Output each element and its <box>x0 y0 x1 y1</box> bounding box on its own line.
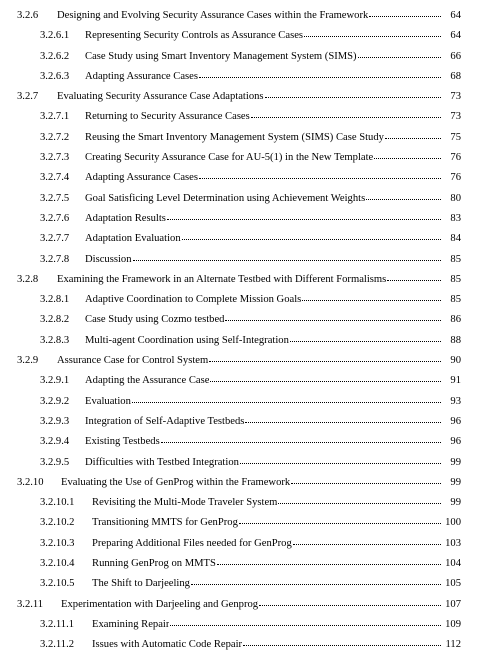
toc-entry-number: 3.2.6.1 <box>40 30 70 42</box>
toc-entry-title: Case Study using Cozmo testbed <box>85 314 225 326</box>
toc-entry-page: 105 <box>445 578 461 590</box>
toc-entry-number: 3.2.11.1 <box>40 618 75 630</box>
toc-entry[interactable] <box>0 168 489 188</box>
toc-entry-title: Designing and Evolving Security Assurance Cases within the Framework <box>57 10 369 21</box>
toc-entry-number: 3.2.7.5 <box>40 192 70 204</box>
toc-entry-title: Adaptive Coordination to Complete Mission Goals <box>85 294 302 306</box>
dot-leader <box>366 191 441 201</box>
toc-entry[interactable] <box>0 229 489 249</box>
dot-leader <box>369 8 441 18</box>
toc-entry-number: 3.2.7.8 <box>40 253 70 265</box>
toc-entry[interactable] <box>0 67 489 87</box>
toc-entry[interactable] <box>0 412 489 432</box>
toc-entry-number: 3.2.8.2 <box>40 314 70 326</box>
toc-entry-title: Adapting Assurance Cases <box>85 70 198 82</box>
toc-entry[interactable] <box>0 473 489 493</box>
toc-entry-number: 3.2.10.5 <box>40 578 75 590</box>
toc-entry-page: 85 <box>450 253 461 265</box>
dot-leader <box>302 292 441 302</box>
toc-entry-page: 66 <box>450 50 461 62</box>
toc-entry-number: 3.2.8.3 <box>40 334 70 346</box>
toc-entry[interactable] <box>0 87 489 107</box>
dot-leader <box>251 109 441 119</box>
dot-leader <box>132 394 441 404</box>
toc-entry-title: Transitioning MMTS for GenProg <box>92 517 238 529</box>
toc-entry[interactable] <box>0 128 489 148</box>
toc-entry-number: 3.2.10.3 <box>40 537 75 549</box>
dot-leader <box>358 49 441 59</box>
toc-entry-page: 76 <box>450 172 461 184</box>
toc-entry-number: 3.2.10 <box>17 476 44 488</box>
toc-entry-number: 3.2.11.2 <box>40 639 75 651</box>
toc-entry-page: 90 <box>450 355 461 367</box>
dot-leader <box>374 150 441 160</box>
dot-leader <box>217 556 441 566</box>
toc-entry-page: 68 <box>450 70 461 82</box>
toc-entry-number: 3.2.9 <box>17 355 39 367</box>
toc-entry-number: 3.2.10.1 <box>40 497 75 509</box>
toc-entry-number: 3.2.7 <box>17 91 39 103</box>
toc-entry-page: 103 <box>445 537 461 549</box>
toc-entry-title: Examining the Framework in an Alternate Testbed with Different Formalisms <box>57 273 387 285</box>
toc-entry-title: Issues with Automatic Code Repair <box>92 639 243 651</box>
dot-leader <box>265 89 441 99</box>
toc-entry[interactable] <box>0 513 489 533</box>
toc-entry[interactable] <box>0 554 489 574</box>
toc-entry-title: The Shift to Darjeeling <box>92 578 190 590</box>
toc-entry[interactable] <box>0 6 489 26</box>
toc-entry-number: 3.2.7.2 <box>40 131 70 143</box>
toc-entry[interactable] <box>0 290 489 310</box>
toc-entry-page: 83 <box>450 212 461 224</box>
dot-leader <box>209 353 441 363</box>
toc-entry[interactable] <box>0 534 489 554</box>
toc-entry-page: 85 <box>450 294 461 306</box>
toc-entry[interactable] <box>0 371 489 391</box>
dot-leader <box>245 414 441 424</box>
dot-leader <box>170 617 441 627</box>
toc-entry-number: 3.2.7.6 <box>40 212 70 224</box>
toc-entry-title: Adaptation Evaluation <box>85 233 181 245</box>
toc-entry-title: Multi-agent Coordination using Self-Integration <box>85 334 289 346</box>
toc-entry-title: Revisiting the Multi-Mode Traveler System <box>92 497 278 509</box>
dot-leader <box>385 130 441 140</box>
dot-leader <box>290 333 441 343</box>
dot-leader <box>293 536 441 546</box>
toc-entry-page: 112 <box>445 639 461 651</box>
toc-entry[interactable] <box>0 250 489 270</box>
toc-entry[interactable] <box>0 209 489 229</box>
dot-leader <box>161 434 441 444</box>
toc-entry-title: Preparing Additional Files needed for GenProg <box>92 537 292 549</box>
toc-entry-title: Evaluation <box>85 395 131 407</box>
toc-entry[interactable] <box>0 574 489 594</box>
toc-entry-title: Difficulties with Testbed Integration <box>85 456 239 468</box>
toc-entry-page: 96 <box>450 436 461 448</box>
toc-entry-number: 3.2.9.4 <box>40 436 70 448</box>
toc-entry-number: 3.2.9.5 <box>40 456 70 468</box>
toc-entry-page: 86 <box>450 314 461 326</box>
toc-entry-page: 73 <box>450 91 461 103</box>
toc-entry-title: Experimentation with Darjeeling and Genprog <box>61 598 259 610</box>
toc-entry-page: 88 <box>450 334 461 346</box>
toc-entry-page: 93 <box>450 395 461 407</box>
toc-entry-number: 3.2.10.2 <box>40 517 75 529</box>
toc-entry-page: 73 <box>450 111 461 123</box>
toc-entry-title: Adapting Assurance Cases <box>85 172 198 184</box>
toc-entry-title: Returning to Security Assurance Cases <box>85 111 250 123</box>
toc-entry-number: 3.2.7.3 <box>40 152 70 164</box>
toc-entry-title: Running GenProg on MMTS <box>92 558 216 570</box>
toc-entry-number: 3.2.8.1 <box>40 294 70 306</box>
toc-entry-title: Evaluating the Use of GenProg within the Framework <box>61 476 291 488</box>
dot-leader <box>278 495 441 505</box>
toc-entry[interactable] <box>0 432 489 452</box>
toc-entry[interactable] <box>0 635 489 655</box>
dot-leader <box>210 373 441 383</box>
toc-entry[interactable] <box>0 26 489 46</box>
toc-entry-number: 3.2.10.4 <box>40 558 75 570</box>
toc-entry[interactable] <box>0 310 489 330</box>
toc-entry[interactable] <box>0 595 489 615</box>
toc-entry-page: 64 <box>450 10 461 21</box>
toc-entry-title: Discussion <box>85 253 132 265</box>
toc-entry-number: 3.2.9.1 <box>40 375 70 387</box>
toc-entry[interactable] <box>0 331 489 351</box>
toc-entry[interactable] <box>0 47 489 67</box>
toc-entry-number: 3.2.8 <box>17 273 39 285</box>
toc-entry-page: 80 <box>450 192 461 204</box>
dot-leader <box>304 28 441 38</box>
toc-entry-page: 99 <box>450 456 461 468</box>
dot-leader <box>291 475 441 485</box>
toc-entry-number: 3.2.6 <box>17 10 39 21</box>
toc-entry-title: Representing Security Controls as Assurance Cases <box>85 30 304 42</box>
toc-entry[interactable] <box>0 107 489 127</box>
toc-entry-page: 99 <box>450 476 461 488</box>
table-of-contents <box>0 6 489 656</box>
dot-leader <box>191 576 441 586</box>
toc-entry-page: 85 <box>450 273 461 285</box>
dot-leader <box>167 211 441 221</box>
toc-entry[interactable] <box>0 615 489 635</box>
toc-entry-number: 3.2.7.1 <box>40 111 70 123</box>
toc-entry[interactable] <box>0 148 489 168</box>
toc-entry[interactable] <box>0 392 489 412</box>
toc-entry-title: Integration of Self-Adaptive Testbeds <box>85 415 245 427</box>
toc-entry-number: 3.2.9.3 <box>40 415 70 427</box>
toc-entry-number: 3.2.6.2 <box>40 50 70 62</box>
toc-entry-page: 96 <box>450 415 461 427</box>
toc-entry[interactable] <box>0 493 489 513</box>
toc-entry-page: 107 <box>445 598 461 610</box>
toc-entry-page: 91 <box>450 375 461 387</box>
dot-leader <box>199 69 441 79</box>
toc-entry-number: 3.2.7.7 <box>40 233 70 245</box>
dot-leader <box>387 272 441 282</box>
toc-entry-page: 64 <box>450 30 461 42</box>
toc-entry[interactable] <box>0 351 489 371</box>
toc-entry-title: Goal Satisficing Level Determination using Achievement Weights <box>85 192 366 204</box>
dot-leader <box>243 637 441 647</box>
dot-leader <box>199 170 441 180</box>
toc-entry-title: Existing Testbeds <box>85 436 160 448</box>
toc-entry-title: Adapting the Assurance Case <box>85 375 210 387</box>
toc-entry-title: Evaluating Security Assurance Case Adaptations <box>57 91 264 103</box>
dot-leader <box>239 515 441 525</box>
toc-entry[interactable] <box>0 453 489 473</box>
toc-entry-number: 3.2.6.3 <box>40 70 70 82</box>
toc-entry-title: Assurance Case for Control System <box>57 355 209 367</box>
toc-entry-page: 100 <box>445 517 461 529</box>
toc-entry-number: 3.2.11 <box>17 598 44 610</box>
toc-entry[interactable] <box>0 270 489 290</box>
dot-leader <box>240 455 441 465</box>
dot-leader <box>182 231 441 241</box>
toc-entry-page: 84 <box>450 233 461 245</box>
toc-entry-title: Reusing the Smart Inventory Management System (SIMS) Case Study <box>85 131 384 143</box>
toc-entry-page: 104 <box>445 558 461 570</box>
toc-entry-page: 109 <box>445 618 461 630</box>
toc-entry[interactable] <box>0 189 489 209</box>
toc-entry-title: Adaptation Results <box>85 212 166 224</box>
toc-entry-page: 75 <box>450 131 461 143</box>
toc-entry-page: 99 <box>450 497 461 509</box>
toc-entry-title: Case Study using Smart Inventory Management System (SIMS) <box>85 50 357 62</box>
toc-entry-number: 3.2.7.4 <box>40 172 70 184</box>
toc-entry-title: Examining Repair <box>92 618 170 630</box>
dot-leader <box>133 252 442 262</box>
toc-entry-number: 3.2.9.2 <box>40 395 70 407</box>
dot-leader <box>259 597 441 607</box>
toc-entry-page: 76 <box>450 152 461 164</box>
dot-leader <box>225 312 441 322</box>
toc-entry-title: Creating Security Assurance Case for AU-5(1) in the New Template <box>85 152 374 164</box>
